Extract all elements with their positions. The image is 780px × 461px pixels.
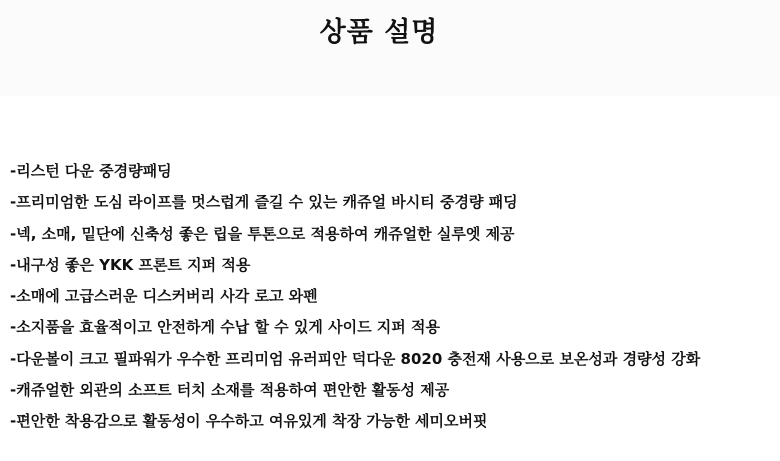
list-item: -리스턴 다운 중경량패딩 xyxy=(10,162,172,180)
list-item: -내구성 좋은 YKK 프론트 지퍼 적용 xyxy=(10,255,251,274)
list-item: -다운볼이 크고 필파워가 우수한 프리미엄 유러피안 덕다운 8020 충전재 사용으로 보온성과 경량성 강화 xyxy=(10,349,701,368)
header-band xyxy=(0,0,780,96)
page-title: 상품 설명 xyxy=(319,17,439,48)
list-item: -소지품을 효율적이고 안전하게 수납 할 수 있게 사이드 지퍼 적용 xyxy=(10,318,440,337)
list-item: -소매에 고급스러운 디스커버리 사각 로고 와펜 xyxy=(10,287,318,306)
list-item: -캐쥬얼한 외관의 소프트 터치 소재를 적용하여 편안한 활동성 제공 xyxy=(10,381,450,400)
list-item: -프리미엄한 도심 라이프를 멋스럽게 즐길 수 있는 캐쥬얼 바시티 중경량 패딩 xyxy=(10,193,518,212)
list-item: -편안한 착용감으로 활동성이 우수하고 여유있게 착장 가능한 세미오버핏 xyxy=(10,412,488,431)
list-item: -넥, 소매, 밑단에 신축성 좋은 립을 투톤으로 적용하여 캐쥬얼한 실루엣 제공 xyxy=(10,224,515,243)
feature-list xyxy=(10,160,770,442)
